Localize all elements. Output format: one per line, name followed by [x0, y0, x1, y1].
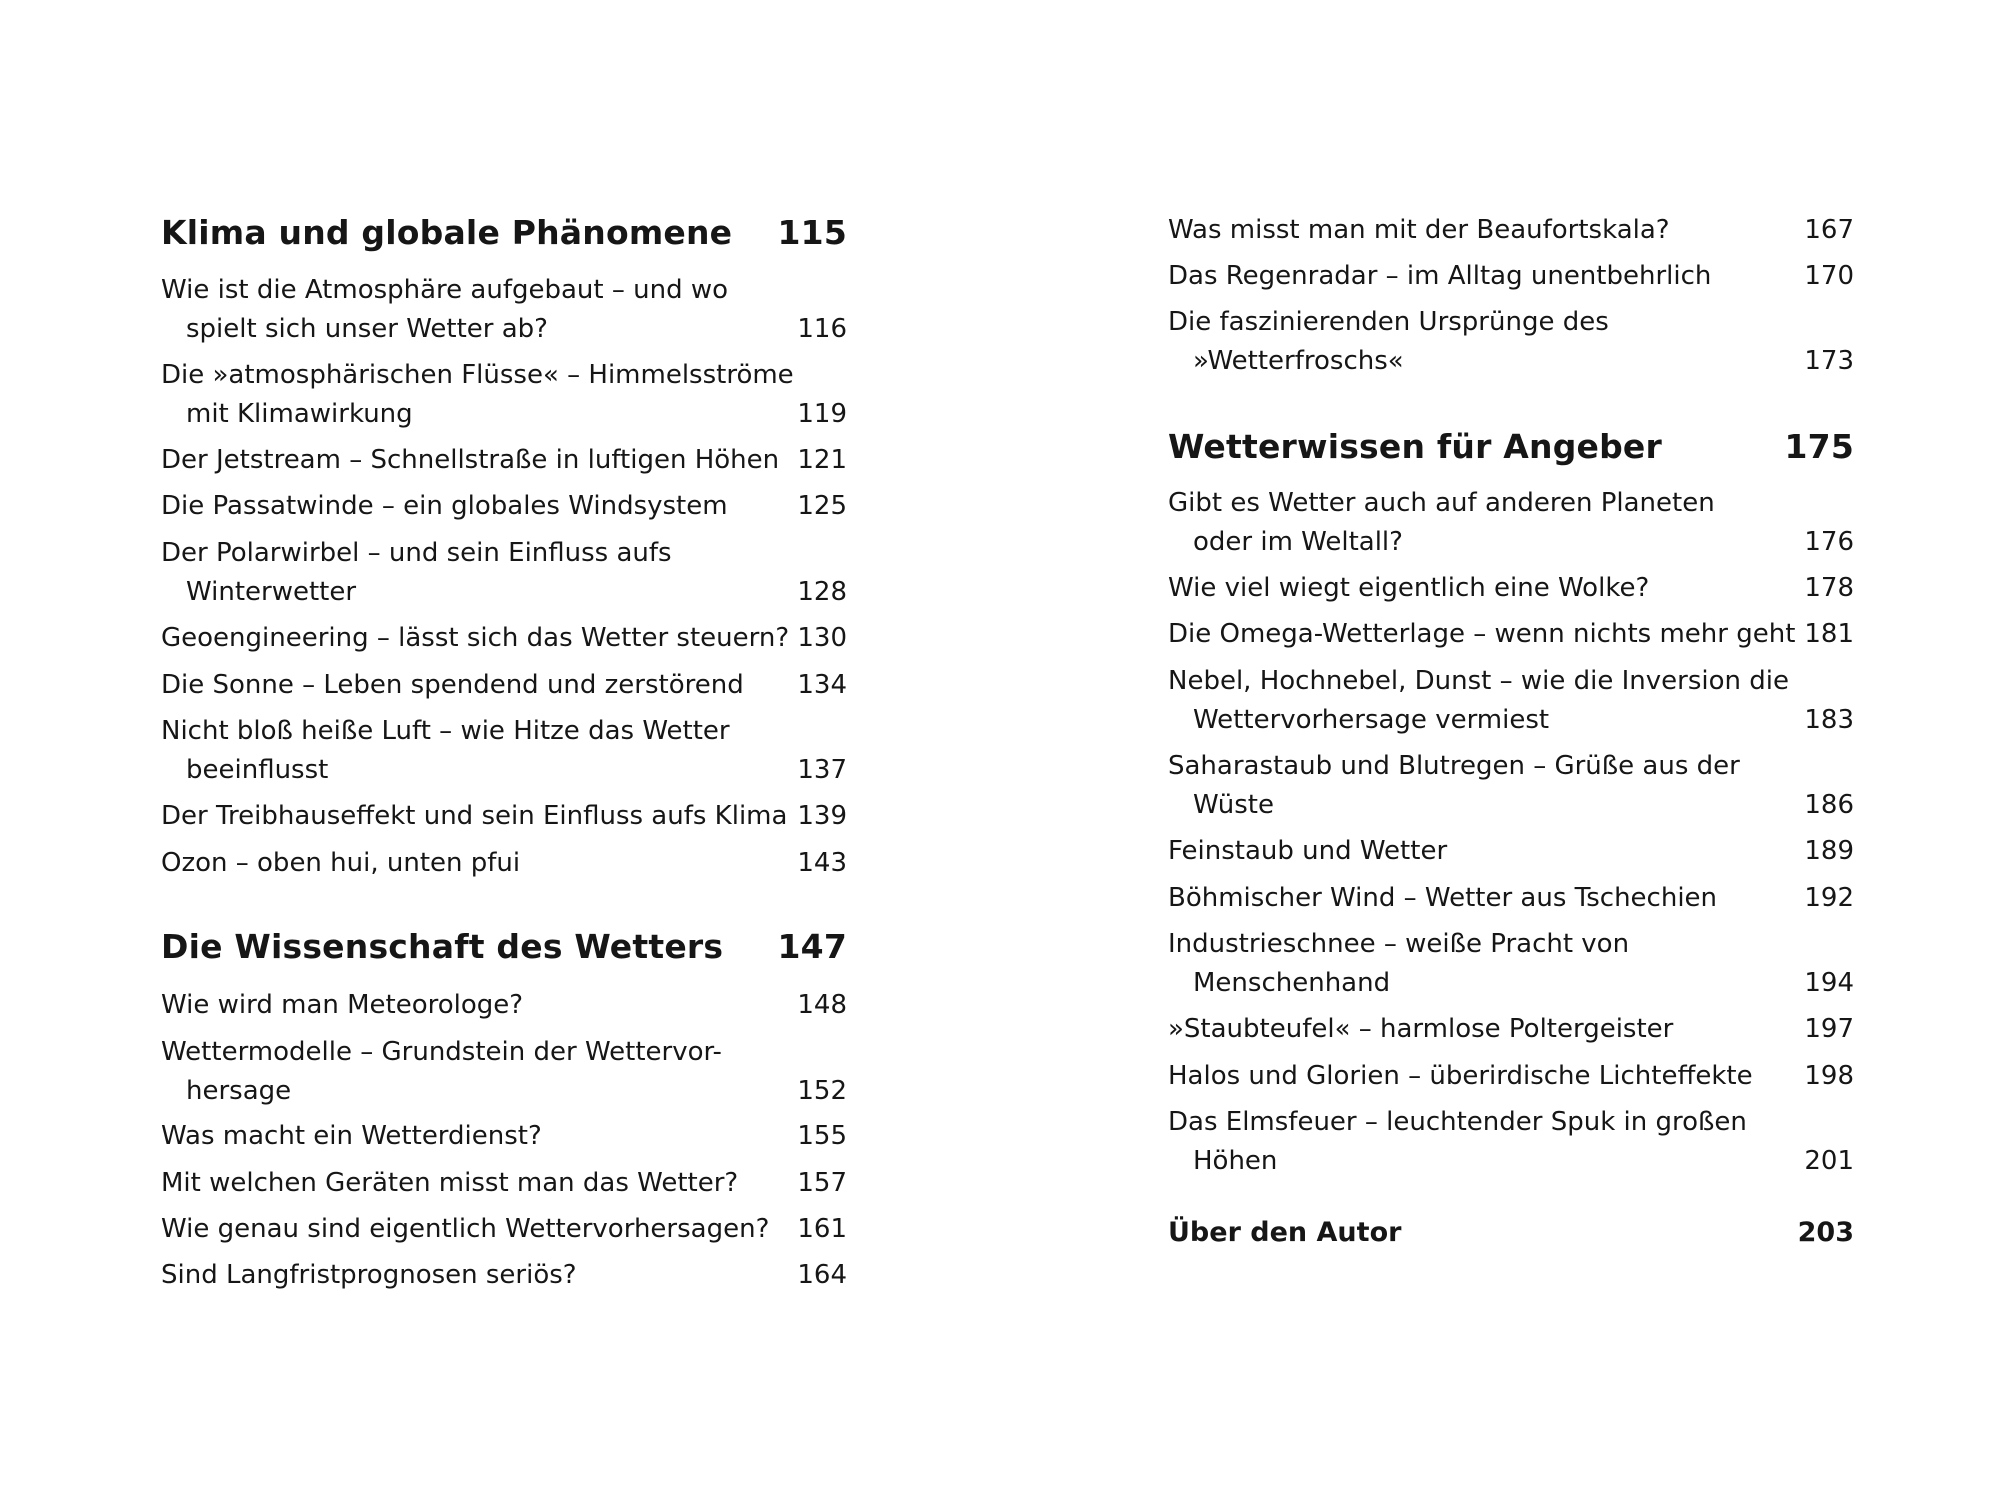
- entry-title: Die Sonne – Leben spendend und zerstörend: [161, 670, 744, 700]
- entry-page-number: 178: [1804, 573, 1854, 603]
- entry-title-line2: oder im Weltall?: [1193, 527, 1403, 557]
- entry-title: Der Jetstream – Schnellstraße in luftigen Höhen: [161, 445, 780, 475]
- entry-page-number: 134: [797, 670, 847, 700]
- entry-page-number: 197: [1804, 1014, 1854, 1044]
- entry-page-number: 128: [797, 577, 847, 607]
- entry-title: Feinstaub und Wetter: [1168, 836, 1448, 866]
- entry-page-number: 130: [797, 623, 847, 653]
- entry-title: Sind Langfristprognosen seriös?: [161, 1260, 577, 1290]
- entry-title-line1: Der Polarwirbel – und sein Einfluss aufs: [161, 538, 672, 568]
- entry-page-number: 183: [1804, 705, 1854, 735]
- entry-title-line2: Menschenhand: [1193, 968, 1391, 998]
- entry-page-number: 192: [1804, 883, 1854, 913]
- entry-title: Der Treibhauseffekt und sein Einfluss aufs Klima: [161, 801, 788, 831]
- entry-title: Die Omega-Wetterlage – wenn nichts mehr geht: [1168, 619, 1796, 649]
- entry-page-number: 161: [797, 1214, 847, 1244]
- entry-page-number: 201: [1804, 1146, 1854, 1176]
- entry-title-line2: spielt sich unser Wetter ab?: [186, 314, 548, 344]
- entry-page-number: 167: [1804, 215, 1854, 245]
- entry-title: Böhmischer Wind – Wetter aus Tschechien: [1168, 883, 1718, 913]
- section-title: Die Wissenschaft des Wetters: [161, 927, 724, 966]
- entry-page-number: 152: [797, 1076, 847, 1106]
- entry-page-number: 121: [797, 445, 847, 475]
- entry-title: Halos und Glorien – überirdische Lichteffekte: [1168, 1061, 1753, 1091]
- entry-title-line2: »Wetterfroschs«: [1193, 346, 1404, 376]
- entry-page-number: 164: [797, 1260, 847, 1290]
- entry-title: Wie wird man Meteorologe?: [161, 990, 524, 1020]
- entry-page-number: 148: [797, 990, 847, 1020]
- entry-page-number: 173: [1804, 346, 1854, 376]
- section-page-number: 175: [1784, 427, 1854, 466]
- about-author-entry[interactable]: [1168, 1215, 1854, 1251]
- entry-page-number: 189: [1804, 836, 1854, 866]
- entry-title-line1: Gibt es Wetter auch auf anderen Planeten: [1168, 488, 1715, 518]
- about-author-page-number: 203: [1797, 1217, 1854, 1248]
- section-page-number: 115: [777, 213, 847, 252]
- entry-title-line1: Nicht bloß heiße Luft – wie Hitze das Wetter: [161, 716, 730, 746]
- entry-title-line1: Nebel, Hochnebel, Dunst – wie die Inversion die: [1168, 666, 1790, 696]
- entry-page-number: 186: [1804, 790, 1854, 820]
- entry-title-line1: Industrieschnee – weiße Pracht von: [1168, 929, 1630, 959]
- entry-page-number: 125: [797, 491, 847, 521]
- entry-title-line2: Wüste: [1193, 790, 1274, 820]
- about-author-title: Über den Autor: [1168, 1217, 1402, 1248]
- entry-title: Wie genau sind eigentlich Wettervorhersagen?: [161, 1214, 770, 1244]
- entry-title-line1: Saharastaub und Blutregen – Grüße aus der: [1168, 751, 1740, 781]
- entry-title-line1: Die faszinierenden Ursprünge des: [1168, 307, 1609, 337]
- entry-page-number: 157: [797, 1168, 847, 1198]
- entry-title-line2: Wettervorhersage vermiest: [1193, 705, 1550, 735]
- section-heading-wissenschaft[interactable]: [161, 927, 847, 967]
- entry-title-line2: hersage: [186, 1076, 292, 1106]
- entry-title-line2: beeinflusst: [186, 755, 329, 785]
- entry-page-number: 143: [797, 848, 847, 878]
- entry-title: Ozon – oben hui, unten pfui: [161, 848, 521, 878]
- entry-title-line1: Die »atmosphärischen Flüsse« – Himmelsströme: [161, 360, 794, 390]
- entry-page-number: 119: [797, 399, 847, 429]
- entry-page-number: 176: [1804, 527, 1854, 557]
- entry-title: Das Regenradar – im Alltag unentbehrlich: [1168, 261, 1712, 291]
- entry-title-line2: Winterwetter: [186, 577, 357, 607]
- section-title: Klima und globale Phänomene: [161, 213, 733, 252]
- entry-title: »Staubteufel« – harmlose Poltergeister: [1168, 1014, 1674, 1044]
- entry-page-number: 155: [797, 1121, 847, 1151]
- entry-title: Wie viel wiegt eigentlich eine Wolke?: [1168, 573, 1650, 603]
- entry-title: Die Passatwinde – ein globales Windsystem: [161, 491, 728, 521]
- section-title: Wetterwissen für Angeber: [1168, 427, 1662, 466]
- entry-page-number: 198: [1804, 1061, 1854, 1091]
- entry-title: Was macht ein Wetterdienst?: [161, 1121, 542, 1151]
- entry-page-number: 194: [1804, 968, 1854, 998]
- section-heading-wetterwissen[interactable]: [1168, 427, 1854, 467]
- entry-page-number: 170: [1804, 261, 1854, 291]
- entry-page-number: 139: [797, 801, 847, 831]
- entry-title: Mit welchen Geräten misst man das Wetter?: [161, 1168, 739, 1198]
- entry-title-line1: Wettermodelle – Grundstein der Wettervor-: [161, 1037, 722, 1067]
- entry-page-number: 116: [797, 314, 847, 344]
- section-heading-klima[interactable]: [161, 213, 847, 253]
- entry-page-number: 181: [1804, 619, 1854, 649]
- entry-title-line1: Wie ist die Atmosphäre aufgebaut – und wo: [161, 275, 729, 305]
- entry-title-line2: Höhen: [1193, 1146, 1278, 1176]
- entry-title-line1: Das Elmsfeuer – leuchtender Spuk in großen: [1168, 1107, 1747, 1137]
- entry-title: Geoengineering – lässt sich das Wetter steuern?: [161, 623, 790, 653]
- entry-page-number: 137: [797, 755, 847, 785]
- section-page-number: 147: [777, 927, 847, 966]
- entry-title: Was misst man mit der Beaufortskala?: [1168, 215, 1670, 245]
- entry-title-line2: mit Klimawirkung: [186, 399, 413, 429]
